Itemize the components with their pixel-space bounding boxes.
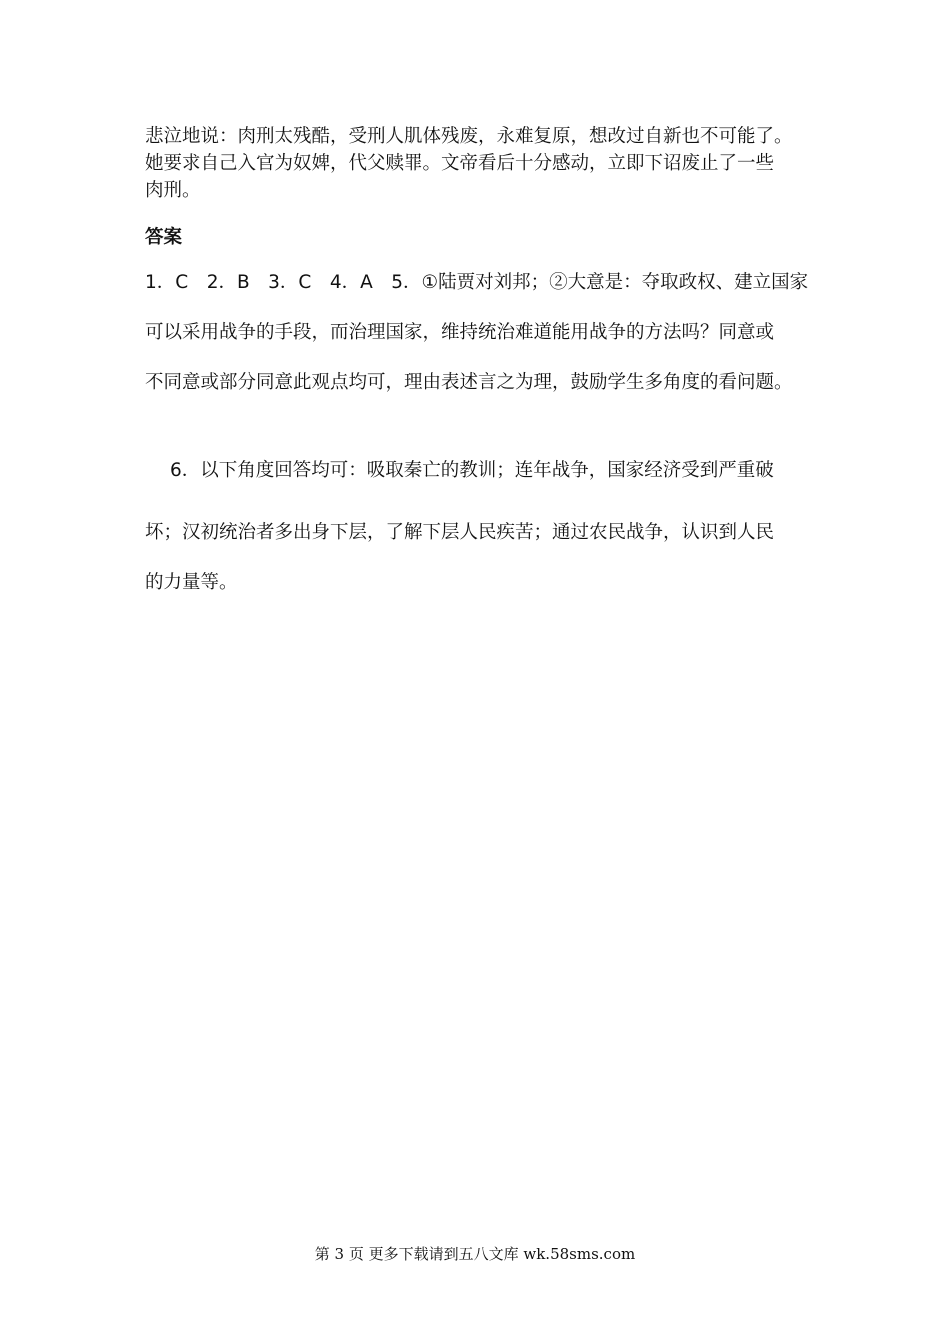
passage-line: 她要求自己入官为奴婢，代父赎罪。文帝看后十分感动，立即下诏废止了一些 xyxy=(145,153,775,174)
page-footer: 第 3 页 更多下载请到五八文库 wk.58sms.com xyxy=(314,1245,636,1263)
passage-line: 悲泣地说：肉刑太残酷，受刑人肌体残废，永难复原，想改过自新也不可能了。 xyxy=(145,126,793,147)
passage-line: 肉刑。 xyxy=(145,180,201,201)
answer-5-text: ①陆贾对刘邦；②大意是：夺取政权、建立国家 xyxy=(421,272,809,293)
answers-heading: 答案 xyxy=(145,227,183,248)
answer-line-4 xyxy=(170,459,774,483)
answer-6-text: 以下角度回答均可：吸取秦亡的教训；连年战争，国家经济受到严重破 xyxy=(200,460,774,481)
answer-line-3: 不同意或部分同意此观点均可，理由表述言之为理，鼓励学生多角度的看问题。 xyxy=(145,372,793,393)
answer-line-1 xyxy=(145,271,808,295)
answer-line-5: 坏；汉初统治者多出身下层，了解下层人民疾苦；通过农民战争，认识到人民 xyxy=(145,522,775,543)
answer-choices: 1．C 2．B 3．C 4．A 5． xyxy=(145,272,422,293)
answer-6-number: 6． xyxy=(170,460,201,481)
passage-paragraph xyxy=(145,123,825,204)
answer-line-2: 可以采用战争的手段，而治理国家，维持统治难道能用战争的方法吗？同意或 xyxy=(145,322,775,343)
answer-line-6: 的力量等。 xyxy=(145,572,238,593)
